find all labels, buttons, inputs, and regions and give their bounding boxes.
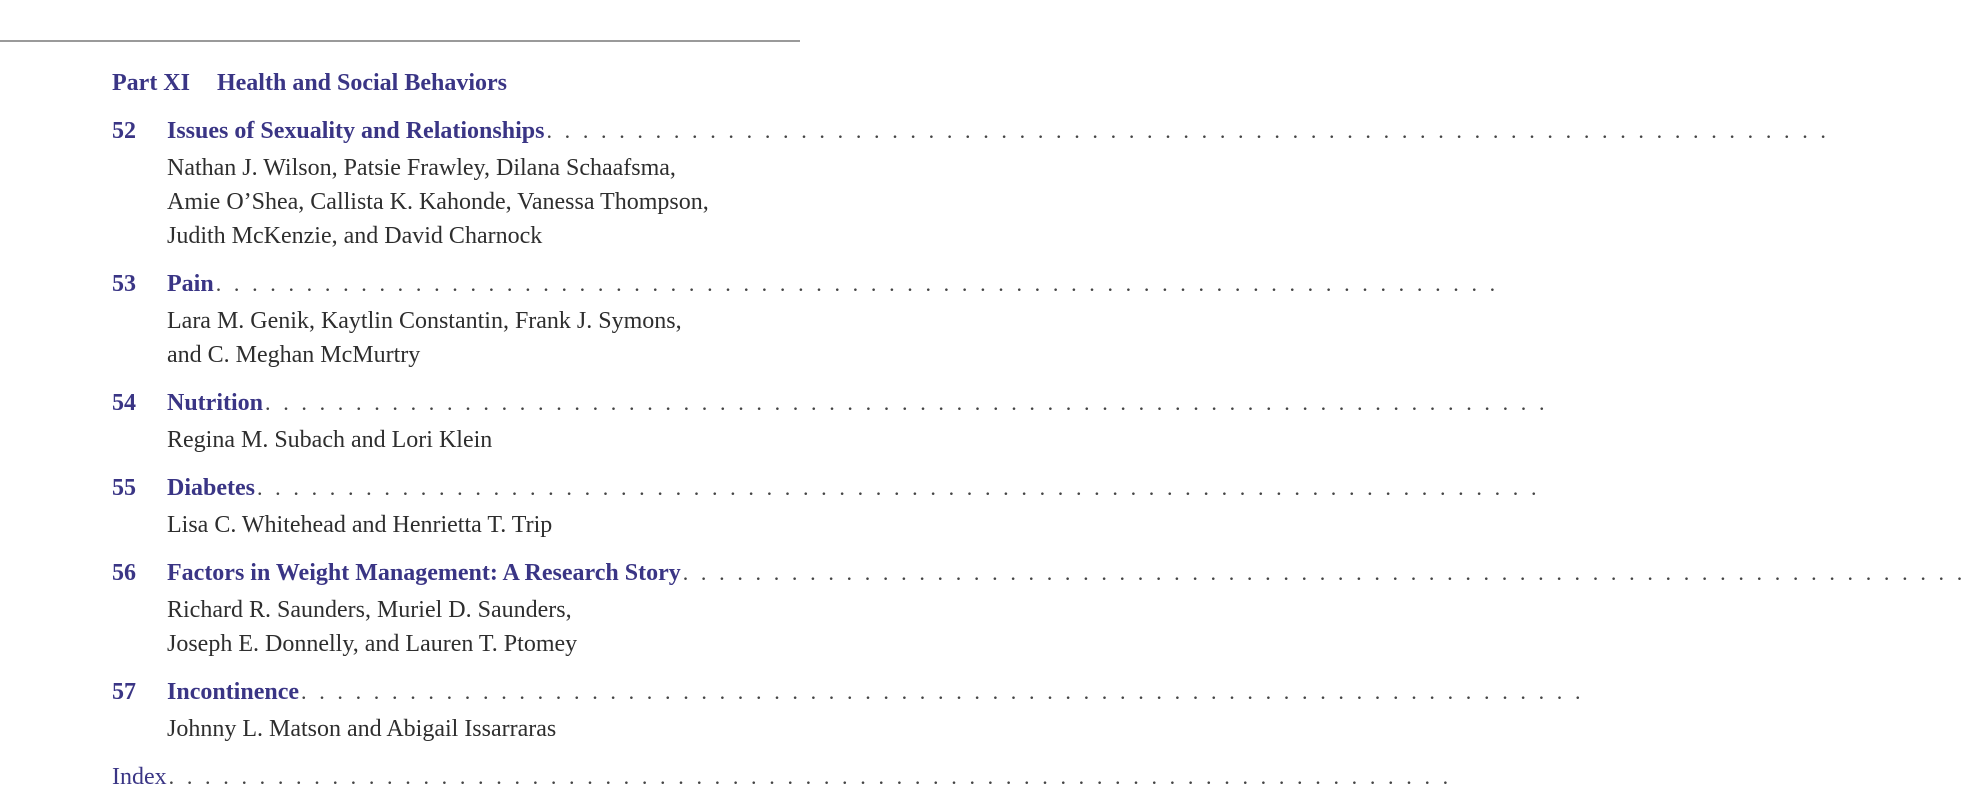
toc-entry-52[interactable] <box>112 118 1830 253</box>
toc-entry-55[interactable] <box>112 475 1541 542</box>
chapter-number: 57 <box>112 679 136 705</box>
chapter-number: 55 <box>112 475 136 501</box>
authors-line: Joseph E. Donnelly, and Lauren T. Ptomey <box>167 631 578 657</box>
index-label[interactable]: Index <box>112 764 167 790</box>
chapter-title[interactable]: Issues of Sexuality and Relationships <box>167 118 545 144</box>
top-rule <box>0 40 800 42</box>
authors-line: Amie O’Shea, Callista K. Kahonde, Vanessa Thompson, <box>167 189 709 215</box>
toc-entry-56[interactable] <box>112 560 1966 661</box>
chapter-number: 53 <box>112 271 136 297</box>
part-title: Health and Social Behaviors <box>216 70 508 96</box>
toc-entry-54[interactable] <box>112 390 1549 457</box>
chapter-authors <box>167 304 800 372</box>
dot-leader: . . . . . . . . . . . . . . . . . . . . . . . . . . . . . . . . . . . . . . . . . . . . . . . . . . . . . . . . . . . . . . . . . . . . . . . <box>168 764 1452 789</box>
authors-line: Lisa C. Whitehead and Henrietta T. Trip <box>167 512 553 538</box>
chapter-title[interactable]: Diabetes <box>167 475 255 501</box>
chapter-number: 54 <box>112 390 136 416</box>
chapter-authors <box>167 151 800 253</box>
dot-leader: . . . . . . . . . . . . . . . . . . . . . . . . . . . . . . . . . . . . . . . . . . . . . . . . . . . . . . . . . . . . . . . . . . . . . . . <box>682 560 1966 585</box>
part-heading <box>112 70 507 97</box>
authors-line: Judith McKenzie, and David Charnock <box>167 223 543 249</box>
authors-line: Regina M. Subach and Lori Klein <box>167 427 493 453</box>
authors-line: Lara M. Genik, Kaytlin Constantin, Frank J. Symons, <box>167 308 682 334</box>
chapter-number: 52 <box>112 118 136 144</box>
dot-leader: . . . . . . . . . . . . . . . . . . . . . . . . . . . . . . . . . . . . . . . . . . . . . . . . . . . . . . . . . . . . . . . . . . . . . . . <box>256 475 1541 500</box>
toc-entry-57[interactable] <box>112 679 1585 746</box>
chapter-title[interactable]: Factors in Weight Management: A Research Story <box>167 560 681 586</box>
chapter-authors <box>167 593 800 661</box>
dot-leader: . . . . . . . . . . . . . . . . . . . . . . . . . . . . . . . . . . . . . . . . . . . . . . . . . . . . . . . . . . . . . . . . . . . . . . . <box>301 679 1585 704</box>
chapter-authors <box>167 712 800 746</box>
authors-line: Johnny L. Matson and Abigail Issarraras <box>167 716 557 742</box>
chapter-title[interactable]: Nutrition <box>167 390 263 416</box>
dot-leader: . . . . . . . . . . . . . . . . . . . . . . . . . . . . . . . . . . . . . . . . . . . . . . . . . . . . . . . . . . . . . . . . . . . . . . . <box>265 390 1549 415</box>
authors-line: Richard R. Saunders, Muriel D. Saunders, <box>167 597 572 623</box>
chapter-title[interactable]: Incontinence <box>167 679 299 705</box>
chapter-title[interactable]: Pain <box>167 271 214 297</box>
toc-entry-53[interactable] <box>112 271 1499 372</box>
chapter-number: 56 <box>112 560 136 586</box>
chapter-authors <box>167 508 800 542</box>
part-number: Part XI <box>112 70 190 96</box>
authors-line: and C. Meghan McMurtry <box>167 342 421 368</box>
authors-line: Nathan J. Wilson, Patsie Frawley, Dilana Schaafsma, <box>167 155 676 181</box>
toc-entry-index[interactable] <box>112 764 1452 800</box>
dot-leader: . . . . . . . . . . . . . . . . . . . . . . . . . . . . . . . . . . . . . . . . . . . . . . . . . . . . . . . . . . . . . . . . . . . . . . . <box>215 271 1499 296</box>
chapter-authors <box>167 423 800 457</box>
dot-leader: . . . . . . . . . . . . . . . . . . . . . . . . . . . . . . . . . . . . . . . . . . . . . . . . . . . . . . . . . . . . . . . . . . . . . . . <box>546 118 1830 143</box>
